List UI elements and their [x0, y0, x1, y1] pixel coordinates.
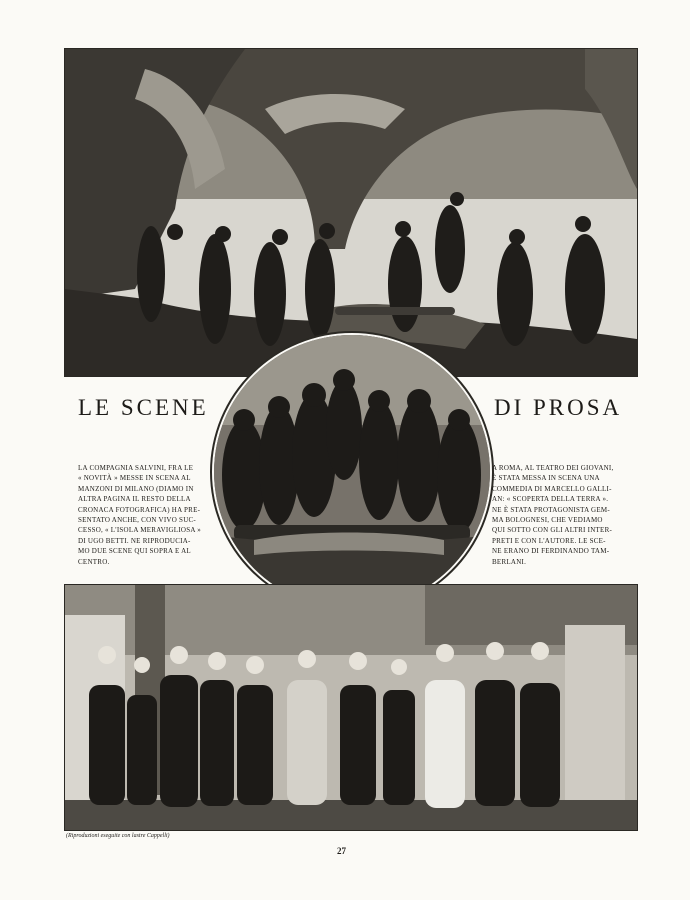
article-line: SENTATO ANCHE, CON VIVO SUC-	[78, 516, 196, 525]
article-column-right	[492, 463, 624, 567]
photo-center-circular-scene	[212, 333, 492, 611]
article-line: COMMEDIA DI MARCELLO GALLI-	[492, 484, 612, 493]
stage-scene-illustration	[65, 49, 637, 376]
page-number: 27	[337, 846, 346, 856]
article-column-left	[78, 463, 208, 567]
headline-left: LE SCENE	[78, 395, 209, 420]
article-line: È STATA MESSA IN SCENA UNA	[492, 474, 600, 483]
article-line: CESSO, « L'ISOLA MERAVIGLIOSA »	[78, 526, 202, 535]
article-line: DI UGO BETTI. NE RIPRODUCIA-	[78, 536, 191, 545]
article-line: NE ERANO DI FERDINANDO TAM-	[492, 547, 610, 556]
article-line: NE È STATA PROTAGONISTA GEM-	[492, 505, 610, 514]
article-line: MA BOLOGNESI, CHE VEDIAMO	[492, 516, 603, 525]
article-line: LA COMPAGNIA SALVINI, FRA LE	[78, 464, 194, 472]
group-portrait-illustration	[65, 585, 637, 830]
circular-scene-illustration	[214, 335, 490, 609]
photo-stage-scene-arch	[64, 48, 638, 377]
article-line: ALTRA PAGINA IL RESTO DELLA	[78, 495, 191, 504]
article-line: BERLANI.	[492, 557, 527, 566]
article-line: CENTRO.	[78, 557, 110, 566]
photo-cast-group-portrait	[64, 584, 638, 831]
photo-credit-caption: (Riproduzioni eseguite con lastre Cappelli)	[66, 833, 170, 839]
article-line: PRETI E CON L'AUTORE. LE SCE-	[492, 536, 606, 545]
article-line: AN: « SCOPERTA DELLA TERRA ».	[492, 495, 609, 504]
article-line: MO DUE SCENE QUI SOPRA E AL	[78, 547, 191, 556]
article-line: QUI SOTTO CON GLI ALTRI INTER-	[492, 526, 613, 535]
article-line: CRONACA FOTOGRAFICA) HA PRE-	[78, 505, 201, 514]
article-line: « NOVITÀ » MESSE IN SCENA AL	[78, 474, 191, 483]
article-line: A ROMA, AL TEATRO DEI GIOVANI,	[492, 464, 614, 472]
headline-right: DI PROSA	[494, 395, 623, 420]
article-line: MANZONI DI MILANO (DIAMO IN	[78, 484, 194, 493]
